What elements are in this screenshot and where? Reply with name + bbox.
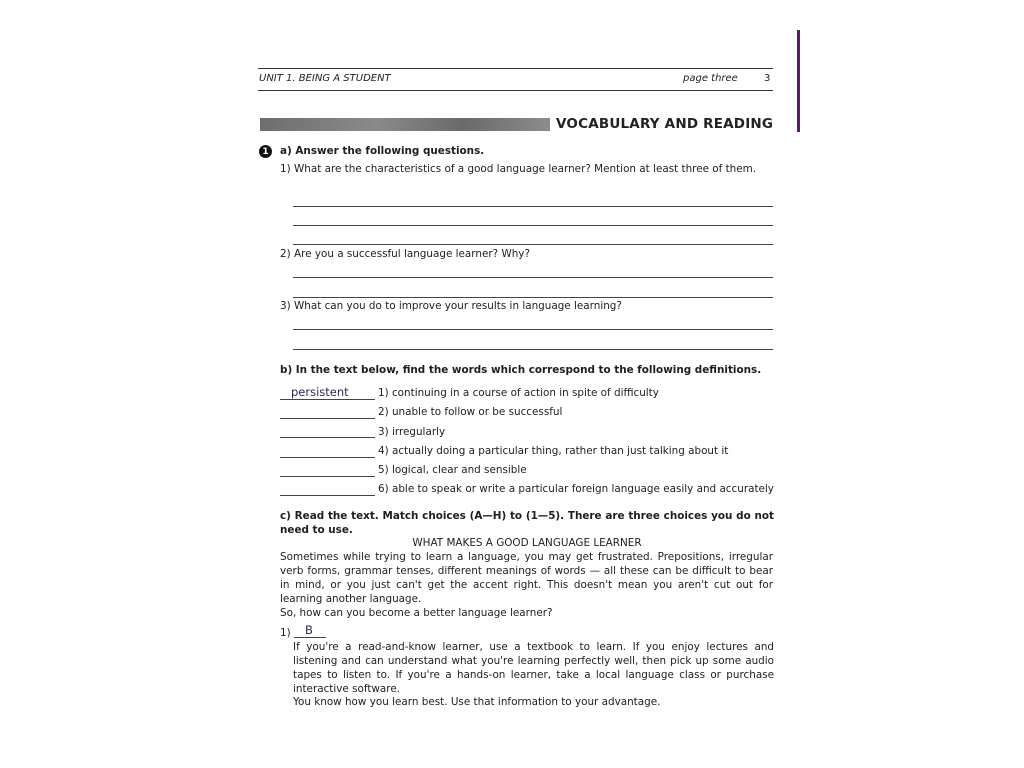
text-title: WHAT MAKES A GOOD LANGUAGE LEARNER <box>412 537 642 549</box>
text-intro: Sometimes while trying to learn a language, you may get frustrated. Prepositions, irregular verb forms, grammar tenses, different meanings of words — all these can be difficult to bear in mind, or you just can't get the accent right. This doesn't mean you aren't cut out for learning another language. <box>280 551 773 605</box>
answer-blank[interactable] <box>280 418 375 419</box>
answer-line[interactable] <box>293 297 773 298</box>
answer-blank[interactable] <box>280 437 375 438</box>
question-3: 3) What can you do to improve your results in language learning? <box>280 300 622 312</box>
header-bottom-rule <box>258 90 773 91</box>
item-1-text: If you're a read-and-know learner, use a textbook to learn. If you enjoy lectures and listening and can understand what you're learning perfectly well, then pick up some audio tapes to listen to. If you're a hands-on learner, take a local language class or purchase interactive software. <box>293 641 774 695</box>
definition-item: 5) logical, clear and sensible <box>378 464 527 476</box>
answer-blank[interactable] <box>280 495 375 496</box>
definition-item: 4) actually doing a particular thing, rather than just talking about it <box>378 445 729 457</box>
handwritten-answer: persistent <box>291 385 349 399</box>
item-1-last: You know how you learn best. Use that information to your advantage. <box>293 696 661 708</box>
definition-item: 6) able to speak or write a particular foreign language easily and accurately <box>378 483 774 495</box>
answer-blank[interactable] <box>294 637 326 638</box>
page-label: page three <box>683 73 738 84</box>
answer-blank[interactable] <box>280 457 375 458</box>
text-question: So, how can you become a better language learner? <box>280 607 553 619</box>
answer-blank[interactable] <box>280 399 375 400</box>
question-1: 1) What are the characteristics of a good language learner? Mention at least three of them. <box>280 163 757 175</box>
definition-item: 1) continuing in a course of action in spite of difficulty <box>378 387 659 399</box>
item-1-label: 1) <box>280 627 291 639</box>
part-b-instruction: b) In the text below, find the words which correspond to the following definitions. <box>280 364 762 376</box>
exercise-number-badge: 1 <box>259 145 272 158</box>
part-a-instruction: a) Answer the following questions. <box>280 145 485 157</box>
question-2: 2) Are you a successful language learner? Why? <box>280 248 530 260</box>
part-c-instruction: c) Read the text. Match choices (A—H) to (1—5). There are three choices you do not need to use. <box>280 510 774 536</box>
answer-line[interactable] <box>293 244 773 245</box>
page-edge-marker <box>797 30 800 132</box>
handwritten-answer: B <box>305 623 313 637</box>
section-band <box>260 118 550 131</box>
answer-line[interactable] <box>293 225 773 226</box>
definition-item: 3) irregularly <box>378 426 446 438</box>
answer-blank[interactable] <box>280 476 375 477</box>
answer-line[interactable] <box>293 206 773 207</box>
section-title: VOCABULARY AND READING <box>556 116 774 132</box>
page-number: 3 <box>764 73 771 84</box>
answer-line[interactable] <box>293 349 773 350</box>
answer-line[interactable] <box>293 329 773 330</box>
definition-item: 2) unable to follow or be successful <box>378 406 563 418</box>
header-top-rule <box>258 68 773 69</box>
unit-title: UNIT 1. BEING A STUDENT <box>259 73 391 84</box>
answer-line[interactable] <box>293 277 773 278</box>
